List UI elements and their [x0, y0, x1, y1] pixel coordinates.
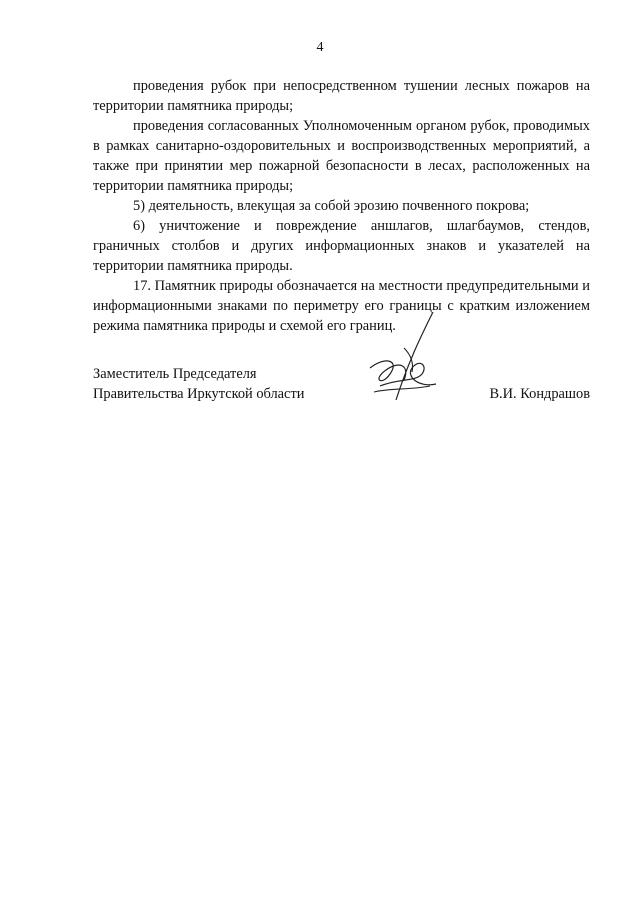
signature-position	[93, 364, 304, 404]
paragraph-item-5	[93, 196, 590, 216]
paragraph-felling-fire	[93, 76, 590, 116]
page-number: 4	[316, 40, 324, 55]
signer-position-line1: Заместитель Председателя	[93, 366, 257, 382]
paragraph-item-17	[93, 276, 590, 336]
signer-position-line2: Правительства Иркутской области	[93, 386, 305, 402]
paragraph-first-line: проведения согласованных Уполномоченным органом рубок,	[133, 118, 510, 134]
paragraph-rest: граничных столбов и других информационных знаков и указателей на территории памятника природы.	[93, 238, 590, 274]
paragraph-first-line: 6) уничтожение и повреждение аншлагов, шлагбаумов, стендов,	[133, 218, 590, 234]
paragraph-first-line: проведения рубок при непосредственном тушении лесных пожаров на	[133, 78, 590, 94]
paragraph-rest: территории памятника природы;	[93, 98, 294, 114]
signer-name: В.И. Кондрашов	[489, 386, 590, 402]
body-text	[93, 76, 590, 336]
paragraph-rest: проводимых в рамках санитарно-оздоровительных и воспроизводственных мероприятий, а также при принятии мер пожарной безопасности в лесах, расположенных на территории памятника природы;	[93, 118, 590, 194]
paragraph-rest: предупредительными и информационными знаками по периметру его границы с кратким изложением режима памятника природы и схемой его границ.	[93, 278, 590, 334]
paragraph-item-6	[93, 216, 590, 276]
paragraph-first-line: 17. Памятник природы обозначается на местности	[133, 278, 443, 294]
paragraph-agreed-felling	[93, 116, 590, 196]
paragraph-first-line: 5) деятельность, влекущая за собой эрозию почвенного покрова;	[133, 198, 530, 214]
handwritten-signature	[360, 308, 460, 404]
